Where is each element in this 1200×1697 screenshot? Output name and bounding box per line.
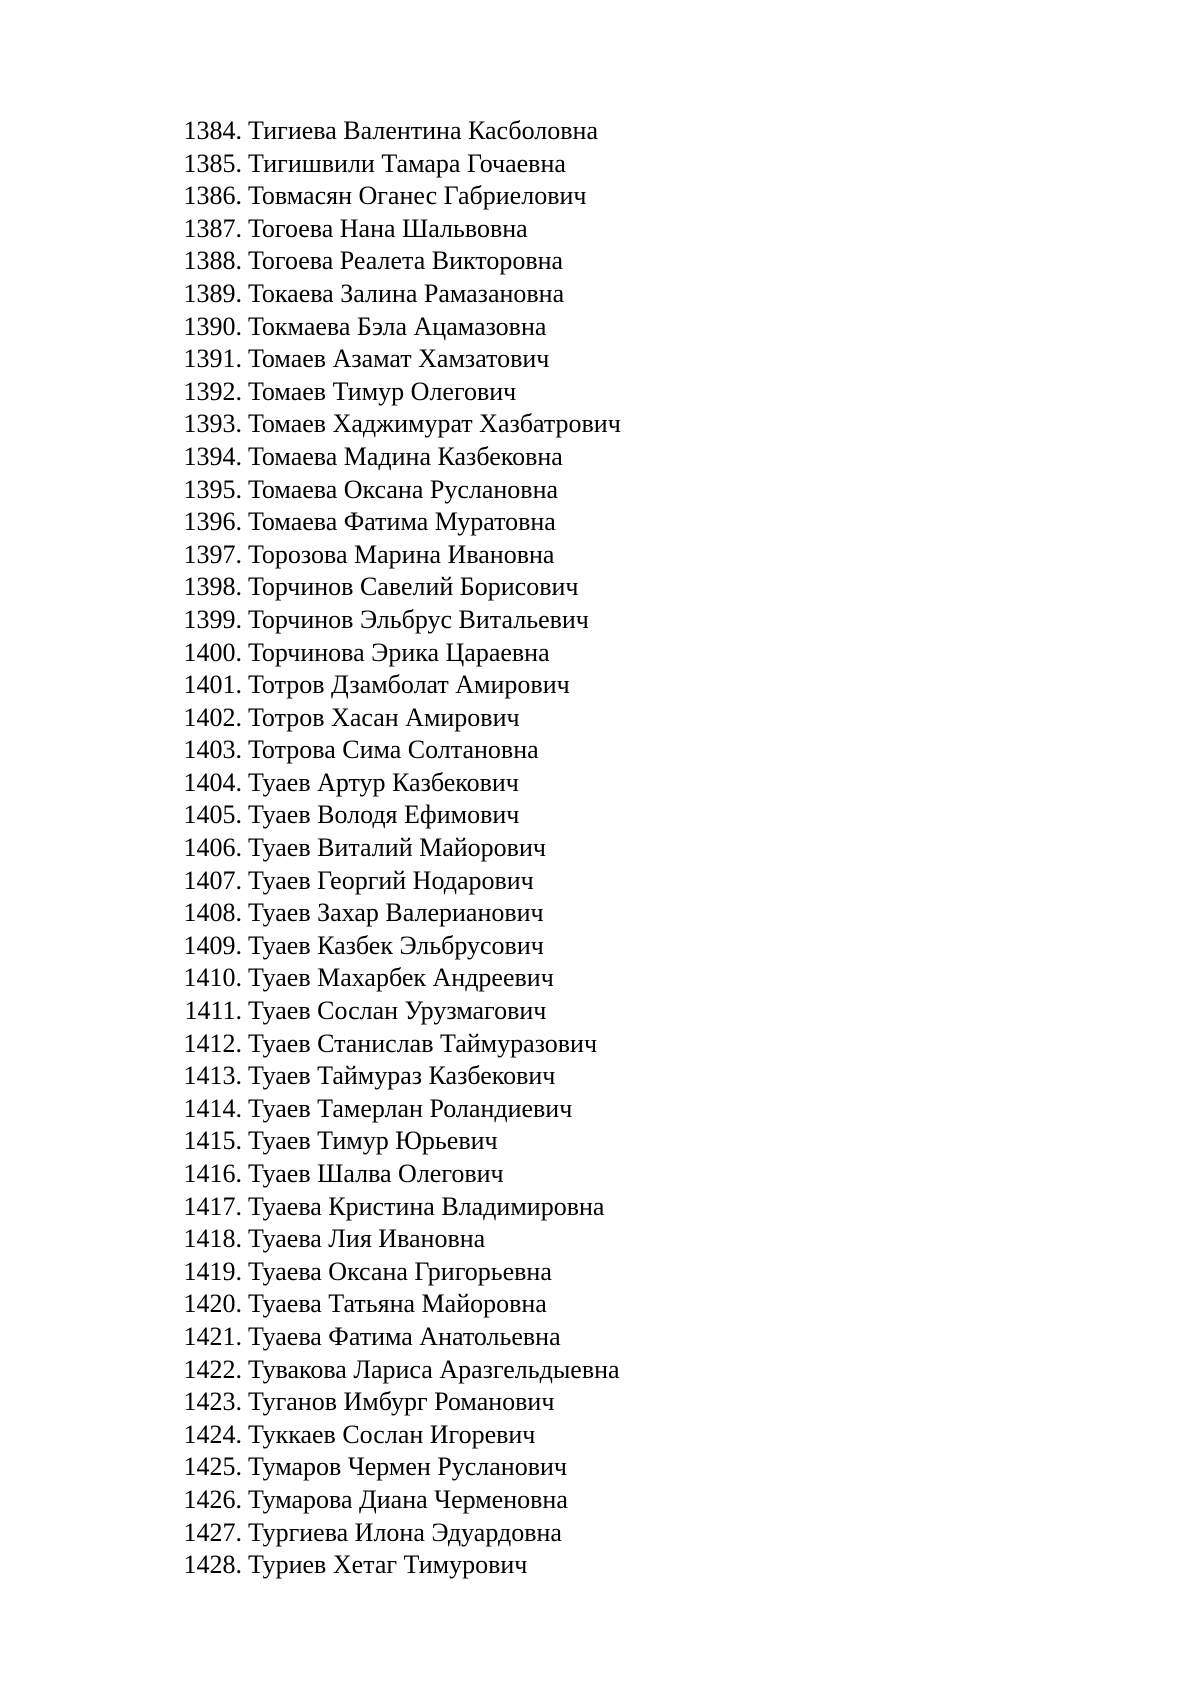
entry-number: 1386. <box>183 181 242 211</box>
entry-number: 1420. <box>183 1289 242 1319</box>
list-item <box>0 376 621 409</box>
list-item <box>0 1419 621 1452</box>
entry-number: 1392. <box>183 376 242 406</box>
entry-number: 1425. <box>183 1452 242 1482</box>
list-item <box>0 441 621 474</box>
list-item <box>0 1060 621 1093</box>
list-item <box>0 1158 621 1191</box>
entry-name: Товмасян Оганес Габриелович <box>248 181 587 211</box>
entry-number: 1395. <box>183 474 242 504</box>
list-item <box>0 278 621 311</box>
entry-number: 1427. <box>183 1517 242 1547</box>
entry-name: Туккаев Сослан Игоревич <box>248 1419 536 1449</box>
entry-name: Тигишвили Тамара Гочаевна <box>248 148 566 178</box>
list-item <box>0 962 621 995</box>
list-item <box>0 1288 621 1321</box>
entry-name: Туаев Таймураз Казбекович <box>248 1061 556 1091</box>
entry-name: Туаев Георгий Нодарович <box>248 865 534 895</box>
entry-name: Туаева Оксана Григорьевна <box>248 1256 552 1286</box>
entry-number: 1424. <box>183 1419 242 1449</box>
entry-name: Токмаева Бэла Ацамазовна <box>248 311 547 341</box>
entry-name: Туаева Татьяна Майоровна <box>248 1289 547 1319</box>
entry-number: 1399. <box>183 604 242 634</box>
list-item <box>0 408 621 441</box>
entry-name: Туаев Махарбек Андреевич <box>248 963 554 993</box>
list-item <box>0 734 621 767</box>
entry-name: Токаева Залина Рамазановна <box>248 278 565 308</box>
entry-number: 1426. <box>183 1484 242 1514</box>
list-item <box>0 539 621 572</box>
list-item <box>0 1484 621 1517</box>
entry-number: 1402. <box>183 702 242 732</box>
entry-name: Тотров Дзамболат Амирович <box>248 670 570 700</box>
entry-name: Туаев Тамерлан Роландиевич <box>248 1093 573 1123</box>
list-item <box>0 1256 621 1289</box>
list-item <box>0 1321 621 1354</box>
list-item <box>0 245 621 278</box>
list-item <box>0 604 621 637</box>
entry-number: 1391. <box>183 344 242 374</box>
entry-name: Томаева Оксана Руслановна <box>248 474 559 504</box>
entry-number: 1414. <box>183 1093 242 1123</box>
entry-number: 1394. <box>183 441 242 471</box>
entry-name: Тогоева Реалета Викторовна <box>248 246 564 276</box>
list-item <box>0 702 621 735</box>
entry-name: Тогоева Нана Шальвовна <box>248 213 528 243</box>
entry-name: Тумарова Диана Черменовна <box>248 1484 568 1514</box>
entry-name: Туаев Тимур Юрьевич <box>248 1126 498 1156</box>
list-item <box>0 343 621 376</box>
entry-name: Торозова Марина Ивановна <box>248 539 555 569</box>
entry-number: 1398. <box>183 572 242 602</box>
entry-name: Туаева Фатима Анатольевна <box>248 1321 561 1351</box>
entry-number: 1405. <box>183 800 242 830</box>
list-item <box>0 1517 621 1550</box>
list-item <box>0 474 621 507</box>
list-item <box>0 1549 621 1582</box>
list-item <box>0 1093 621 1126</box>
entry-number: 1403. <box>183 735 242 765</box>
list-item <box>0 1223 621 1256</box>
list-item <box>0 1125 621 1158</box>
entry-name: Туганов Имбург Романович <box>248 1387 555 1417</box>
entry-number: 1415. <box>183 1126 242 1156</box>
list-item <box>0 180 621 213</box>
entry-name: Торчинова Эрика Цараевна <box>248 637 550 667</box>
list-item <box>0 311 621 344</box>
entry-name: Тувакова Лариса Аразгельдыевна <box>248 1354 620 1384</box>
list-item <box>0 506 621 539</box>
entry-number: 1411. <box>184 996 242 1026</box>
list-item <box>0 865 621 898</box>
list-item <box>0 1191 621 1224</box>
entry-number: 1388. <box>183 246 242 276</box>
entry-number: 1385. <box>183 148 242 178</box>
list-item <box>0 1028 621 1061</box>
list-item <box>0 1354 621 1387</box>
entry-name: Туаева Лия Ивановна <box>248 1224 486 1254</box>
list-item <box>0 995 621 1028</box>
entry-number: 1418. <box>183 1224 242 1254</box>
entry-name: Туаев Сослан Урузмагович <box>248 996 547 1026</box>
list-item <box>0 213 621 246</box>
entry-name: Торчинов Савелий Борисович <box>248 572 579 602</box>
entry-name: Томаев Тимур Олегович <box>248 376 517 406</box>
entry-number: 1422. <box>183 1354 242 1384</box>
entry-number: 1396. <box>183 507 242 537</box>
entry-number: 1412. <box>183 1028 242 1058</box>
name-list <box>0 115 621 1582</box>
entry-name: Томаева Мадина Казбековна <box>248 441 563 471</box>
entry-number: 1409. <box>183 930 242 960</box>
entry-name: Туриев Хетаг Тимурович <box>248 1550 528 1580</box>
list-item <box>0 1451 621 1484</box>
list-item <box>0 115 621 148</box>
entry-number: 1407. <box>183 865 242 895</box>
entry-name: Тотров Хасан Амирович <box>248 702 520 732</box>
entry-name: Тигиева Валентина Касболовна <box>248 116 598 145</box>
list-item <box>0 1386 621 1419</box>
entry-number: 1401. <box>183 670 242 700</box>
entry-name: Тургиева Илона Эдуардовна <box>248 1517 562 1547</box>
entry-number: 1408. <box>183 898 242 928</box>
entry-number: 1421. <box>183 1321 242 1351</box>
entry-number: 1406. <box>183 833 242 863</box>
entry-name: Туаев Виталий Майорович <box>248 833 546 863</box>
entry-number: 1416. <box>183 1159 242 1188</box>
list-item <box>0 637 621 670</box>
entry-name: Туаев Володя Ефимович <box>248 800 520 830</box>
list-item <box>0 767 621 800</box>
entry-number: 1419. <box>183 1256 242 1286</box>
entry-number: 1397. <box>183 539 242 569</box>
entry-name: Туаев Шалва Олегович <box>248 1159 504 1188</box>
entry-name: Тумаров Чермен Русланович <box>248 1452 567 1482</box>
entry-number: 1400. <box>183 637 242 667</box>
entry-name: Торчинов Эльбрус Витальевич <box>248 604 589 634</box>
entry-number: 1413. <box>183 1061 242 1091</box>
entry-name: Туаев Артур Казбекович <box>248 767 519 797</box>
entry-number: 1384. <box>183 116 242 145</box>
entry-number: 1428. <box>183 1550 242 1580</box>
list-item <box>0 571 621 604</box>
entry-number: 1410. <box>183 963 242 993</box>
entry-number: 1417. <box>183 1191 242 1221</box>
entry-name: Томаева Фатима Муратовна <box>248 507 556 537</box>
list-item <box>0 897 621 930</box>
list-item <box>0 669 621 702</box>
entry-name: Томаев Азамат Хамзатович <box>248 344 550 374</box>
entry-name: Туаева Кристина Владимировна <box>248 1191 605 1221</box>
entry-number: 1393. <box>183 409 242 439</box>
entry-name: Тотрова Сима Солтановна <box>248 735 539 765</box>
entry-name: Туаев Казбек Эльбрусович <box>248 930 544 960</box>
entry-number: 1387. <box>183 213 242 243</box>
list-item <box>0 799 621 832</box>
entry-name: Туаев Станислав Таймуразович <box>248 1028 598 1058</box>
entry-number: 1423. <box>183 1387 242 1417</box>
entry-name: Томаев Хаджимурат Хазбатрович <box>248 409 621 439</box>
entry-name: Туаев Захар Валерианович <box>248 898 544 928</box>
entry-number: 1390. <box>183 311 242 341</box>
list-item <box>0 148 621 181</box>
entry-number: 1404. <box>183 767 242 797</box>
entry-number: 1389. <box>183 278 242 308</box>
list-item <box>0 930 621 963</box>
list-item <box>0 832 621 865</box>
